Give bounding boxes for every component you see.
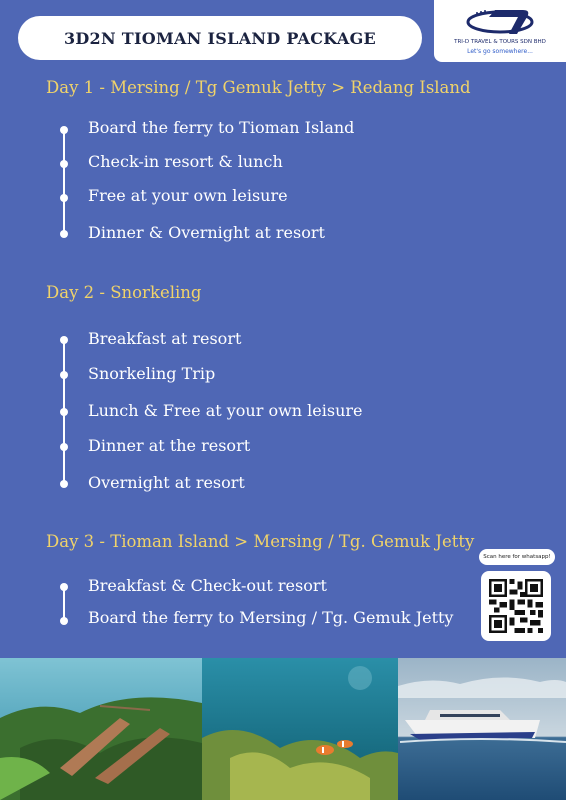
day-1-timeline <box>63 130 65 234</box>
day-1-item: Free at your own leisure <box>88 186 288 205</box>
package-title: 3D2N TIOMAN ISLAND PACKAGE <box>63 28 377 48</box>
photo-strip <box>0 658 566 800</box>
day-1-item: Dinner & Overnight at resort <box>88 223 325 242</box>
ferry-photo <box>398 658 566 800</box>
day-2-bullet <box>60 408 68 416</box>
day-2-bullet <box>60 443 68 451</box>
company-logo <box>434 0 566 62</box>
day-1-bullet <box>60 230 68 238</box>
day-1-bullet <box>60 126 68 134</box>
logo-mark <box>465 7 535 37</box>
day-2-item: Dinner at the resort <box>88 436 251 455</box>
day-2-item: Lunch & Free at your own leisure <box>88 401 363 420</box>
coral-reef-photo <box>202 658 398 800</box>
day-1-bullet <box>60 160 68 168</box>
qr-label: Scan here for whatsapp! <box>479 549 555 565</box>
day-3-bullet <box>60 617 68 625</box>
day-1-bullet <box>60 194 68 202</box>
day-1-heading: Day 1 - Mersing / Tg Gemuk Jetty > Redang Island <box>46 78 471 97</box>
day-2-bullet <box>60 480 68 488</box>
package-title-banner <box>18 16 422 60</box>
day-2-bullet <box>60 336 68 344</box>
logo-tagline: Let's go somewhere... <box>467 48 533 55</box>
day-3-heading: Day 3 - Tioman Island > Mersing / Tg. Gemuk Jetty <box>46 532 475 551</box>
day-3-item: Breakfast & Check-out resort <box>88 576 327 595</box>
qr-code-icon <box>489 579 543 633</box>
day-1-item: Board the ferry to Tioman Island <box>88 118 355 137</box>
island-resort-photo <box>0 658 202 800</box>
whatsapp-qr-code[interactable] <box>481 571 551 641</box>
day-3-item: Board the ferry to Mersing / Tg. Gemuk Jetty <box>88 608 454 627</box>
day-3-bullet <box>60 583 68 591</box>
logo-company-name: TRI-D TRAVEL & TOURS SDN BHD <box>454 39 546 45</box>
day-2-item: Overnight at resort <box>88 473 245 492</box>
logo-swoosh-icon <box>465 7 535 37</box>
day-2-bullet <box>60 371 68 379</box>
day-1-item: Check-in resort & lunch <box>88 152 283 171</box>
day-2-item: Snorkeling Trip <box>88 364 216 383</box>
day-2-heading: Day 2 - Snorkeling <box>46 283 202 302</box>
day-2-item: Breakfast at resort <box>88 329 242 348</box>
